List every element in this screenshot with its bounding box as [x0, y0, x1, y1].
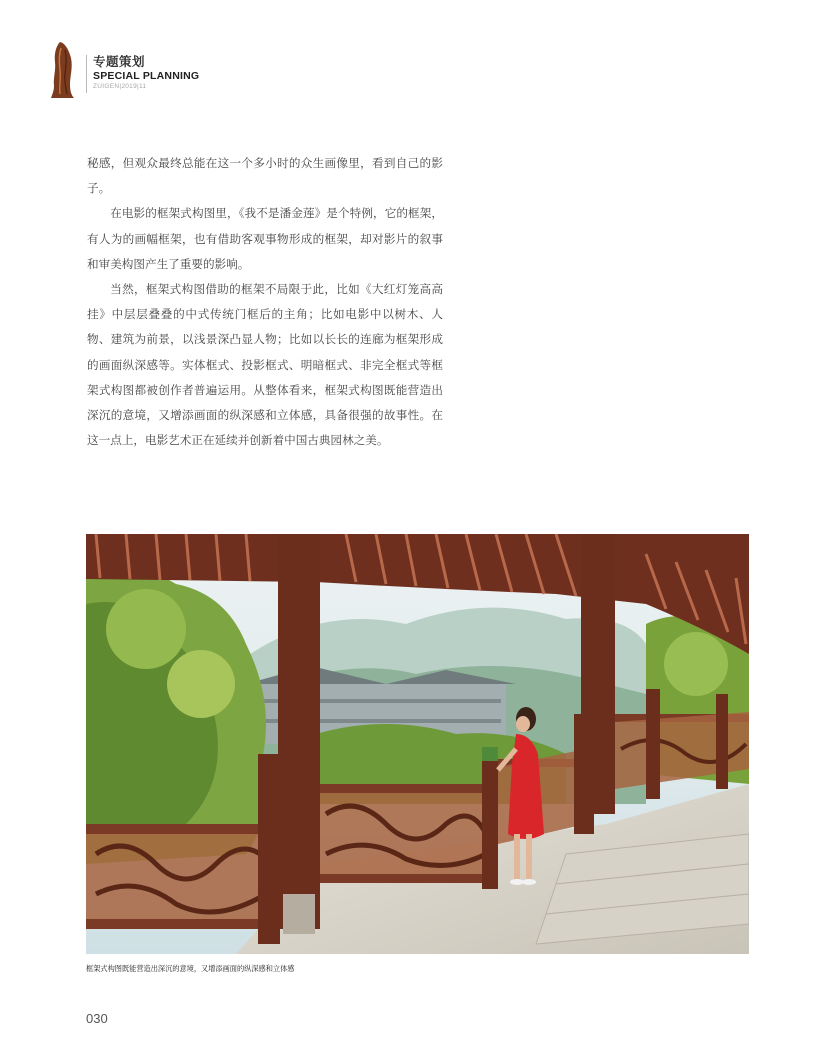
page-number: 030: [86, 1011, 108, 1026]
section-title-en: SPECIAL PLANNING: [93, 70, 200, 82]
pillar-left: [278, 534, 320, 929]
paragraph: 秘感，但观众最终总能在这一个多小时的众生画像里，看到自己的影子。: [87, 156, 443, 196]
header-divider: [86, 55, 87, 93]
magazine-header: [48, 40, 308, 100]
section-title-cn: 专题策划: [93, 54, 146, 69]
root-carving-logo-icon: [48, 40, 78, 100]
pavilion-photo: [86, 534, 749, 954]
paragraph: 在电影的框架式构图里，《我不是潘金莲》是个特例，它的框架，有人为的画幅框架，也有借助客观事物形成的框架，却对影片的叙事和审美构图产生了重要的影响。: [87, 206, 443, 271]
paragraph: 当然，框架式构图借助的框架不局限于此，比如《大红灯笼高高挂》中层层叠叠的中式传统门框后的主角；比如电影中以树木、人物、建筑为前景，以浅景深凸显人物；比如以长长的连廊为框架形成的画面纵深感等。实体框式、投影框式、明暗框式、非完全框式等框架式构图都被创作者普遍运用。从整体看来，框架式构图既能营造出深沉的意境，又增添画面的纵深感和立体感，具备很强的故事性。在这一点上，电影艺术正在延续并创新着中国古典园林之美。: [87, 282, 443, 448]
issue-label: ZUIGEN|2019|11: [93, 83, 147, 90]
article-body: [87, 151, 443, 453]
photo-caption: 框架式构图既能营造出深沉的意境，又增添画面的纵深感和立体感: [86, 964, 295, 973]
